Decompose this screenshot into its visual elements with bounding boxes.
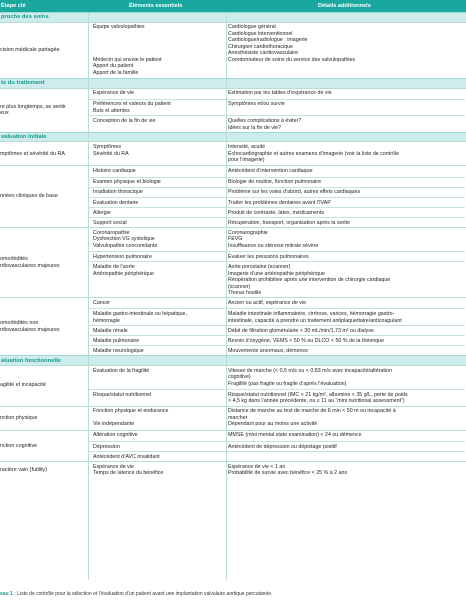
additional-detail: Distance de marche au test de marche de 6 min < 50 m ou incapacité à marcher Dépendant pour au moins une activité [228,408,396,428]
additional-detail: Produit de contraste, latex, médicaments [228,209,324,216]
header-details: Détails additionnels [318,3,371,9]
checklist-row [89,366,465,389]
additional-detail: Estimation par les tables d’espérance de vie [228,90,332,97]
essential-item: Évaluation de la fragilité [93,367,150,374]
additional-detail: Risque/statut nutritionnel (IMC < 21 kg/m², albumine < 35 g/L, perte de poids > 4,5 kg dans l’année précédente, ou ≤ 11 au “mini nutritional assessment”) [228,391,408,405]
stage-label: nnées cliniques de base [0,193,58,200]
essential-item: Maladie neurologique [93,348,144,355]
checklist-row [89,407,465,430]
essential-item: Équipe valvulopathies Médecin qui envoie le patient Apport du patient Apport de la famille [93,24,162,76]
section-header [0,78,466,88]
essential-item: Fonction physique et endurance Vie indépendante [93,408,169,428]
essential-item: Histoire cardiaque [93,168,136,175]
additional-detail: Problème sur les voies d’abord, autres effets cardiaques [228,189,361,196]
checklist-row [89,261,465,298]
additional-detail: Antécédent d’intervention cardiaque [228,168,313,175]
additional-detail: Coronarographie FEVG Insuffisance ou sténose mitrale sévère [228,229,319,249]
stage-label: cision médicale partagée [0,47,60,53]
essential-item: Conception de la fin de vie [93,118,156,125]
additional-detail: Intensité, acuité Échocardiographie et autres examens d’imagerie (voir la liste de contrôle pour l’imagerie) [228,144,400,164]
additional-detail: Aorte porcelaine (scanner) Imagerie d’une artériopathie périphérique Réopération prohibitive après une intervention de chirurgie cardiaque (scanner) Thorax hostile [228,264,391,297]
essential-item: Évaluation dentaire [93,199,139,206]
additional-detail: Vitesse de marche (< 0,5 m/s ou < 0,83 m/s avec incapacité/altération cognitive) Fragilité (pas fragile ou fragile d’après l’évaluation) [228,367,392,387]
section-title: valuation initiale [1,134,47,141]
checklist-row [89,89,465,99]
essential-item: Risque/statut nutritionnel [93,391,152,398]
additional-detail: Besoin d’oxygène, VEMS < 50 % ou DLCO < 50 % de la théorique [228,337,385,344]
essential-item: Altération cognitive [93,432,138,439]
additional-detail: Maladie intestinale inflammatoire, cirrhose, varices, hémorragie gastro- intestinale, capacité à prendre un traitement antiplaquettaire/anticoagulant [228,311,402,324]
additional-detail: Symptômes et/ou survie [228,101,285,108]
additional-detail: Débit de filtration glomérulaire < 30 mL/min/1,73 m² ou dialyse [228,327,374,334]
stage-label: ractère vain (futility) [0,466,48,473]
essential-item: Examen physique et biologie [93,179,161,186]
section-title: ts du traitement [1,80,45,87]
checklist-row [89,308,465,326]
header-stage: Étape clé [1,3,26,9]
essential-item: Irradiation thoracique [93,189,143,196]
table-body [0,12,466,479]
stage-label: re plus longtemps, se sentir eux [0,103,66,117]
additional-detail: Évaluer les pressions pulmonaires [228,253,309,260]
additional-detail: Mouvements anormaux, démence [228,348,309,355]
header-essentials: Éléments essentiels [129,3,183,9]
stage-group [0,430,466,461]
essential-item: Support social [93,219,127,226]
checklist-row [89,166,465,176]
essential-item: Allergie [93,209,111,216]
additional-detail: Cardiologue général Cardiologue interventionnel Cardiologue/radiologue : imagerie Chirurgien cardiothoracique Anesthésiste cardiovasculaire Coordonnateur de soins du service des valvulopathies [228,24,356,63]
essential-item: Hypertension pulmonaire [93,253,152,260]
stage-group [0,22,466,79]
essential-item: Espérance de vie [93,90,134,97]
essential-item: Dépression [93,443,120,450]
checklist-row [89,99,465,117]
checklist-row [89,462,465,479]
additional-detail: Traiter les problèmes dentaires avant l’IVAP [228,199,331,206]
additional-detail: Quelles complications à éviter? Idées sur la fin de vie? [228,118,302,131]
essential-item: Préférences et valeurs du patient Buts et attentes [93,101,171,114]
stage-label: agilité et incapacité [0,382,46,389]
additional-detail: MMSE (mini mental state examination) < 24 ou démence [228,432,362,439]
stage-label: omorbidités non rdiovasculaires majeures [0,320,60,333]
additional-detail: Espérance de vie < 1 an Probabilité de survie avec bénéfice < 25 % à 2 ans [228,463,348,477]
checklist-row [89,115,465,133]
essential-item: Antécédent d’AVC invalidant [93,453,160,460]
checklist-row [89,389,465,407]
table-header [0,0,466,12]
caption-label: eau 1 : [0,591,16,597]
section-header [0,355,466,365]
additional-detail: Biologie de routine, fonction pulmonaire [228,179,322,186]
checklist-row [89,23,465,79]
section-title: aluation fonctionnelle [1,357,61,364]
stage-label: nction cognitive [0,442,38,449]
section-header [0,12,466,22]
essential-item: Maladie gastro-intestinale ou hépatique, hémorragie [93,311,187,324]
checklist-row [89,298,465,308]
stage-group [0,365,466,406]
stage-group [0,141,466,165]
essential-item: Maladie de l’aorte Artériopathie périphérique [93,264,154,277]
stage-group [0,165,466,227]
essential-item: Maladie rénale [93,327,128,334]
stage-group [0,461,466,479]
additional-detail: Ancien ou actif, espérance de vie [228,300,307,307]
caption-text: Liste de contrôle pour la sélection et l’évaluation d’un patient avant une implantation valvulaire aortique percutanée. [15,591,273,597]
table-caption [0,591,272,597]
essential-item: Cancer [93,300,111,307]
additional-detail: Récupération, transport, organisation après la sortie [228,219,350,226]
checklist-row [89,228,465,251]
stage-label: nction physique [0,414,38,421]
essential-item: Coronaropathie Dysfonction VG systolique Valvulopathie concomitante [93,229,158,249]
column-divider [88,12,89,580]
essential-item: Symptômes Sévérité du RA [93,144,129,157]
section-header [0,132,466,142]
stage-group [0,297,466,355]
stage-group [0,88,466,132]
stage-group [0,227,466,297]
additional-detail: Antécédent de dépression ou dépistage positif [228,443,337,450]
checklist-row [89,431,465,441]
stage-label: mptômes et sévérité du RA [0,150,66,157]
essential-item: Espérance de vie Temps de latence du bénéfice [93,463,164,477]
column-divider [226,12,227,580]
section-title: proche des soins [1,14,49,21]
essential-item: Maladie pulmonaire [93,337,140,344]
stage-label: omorbidités rdiovasculaires majeures [0,256,60,269]
checklist-row [89,142,465,165]
stage-group [0,406,466,430]
